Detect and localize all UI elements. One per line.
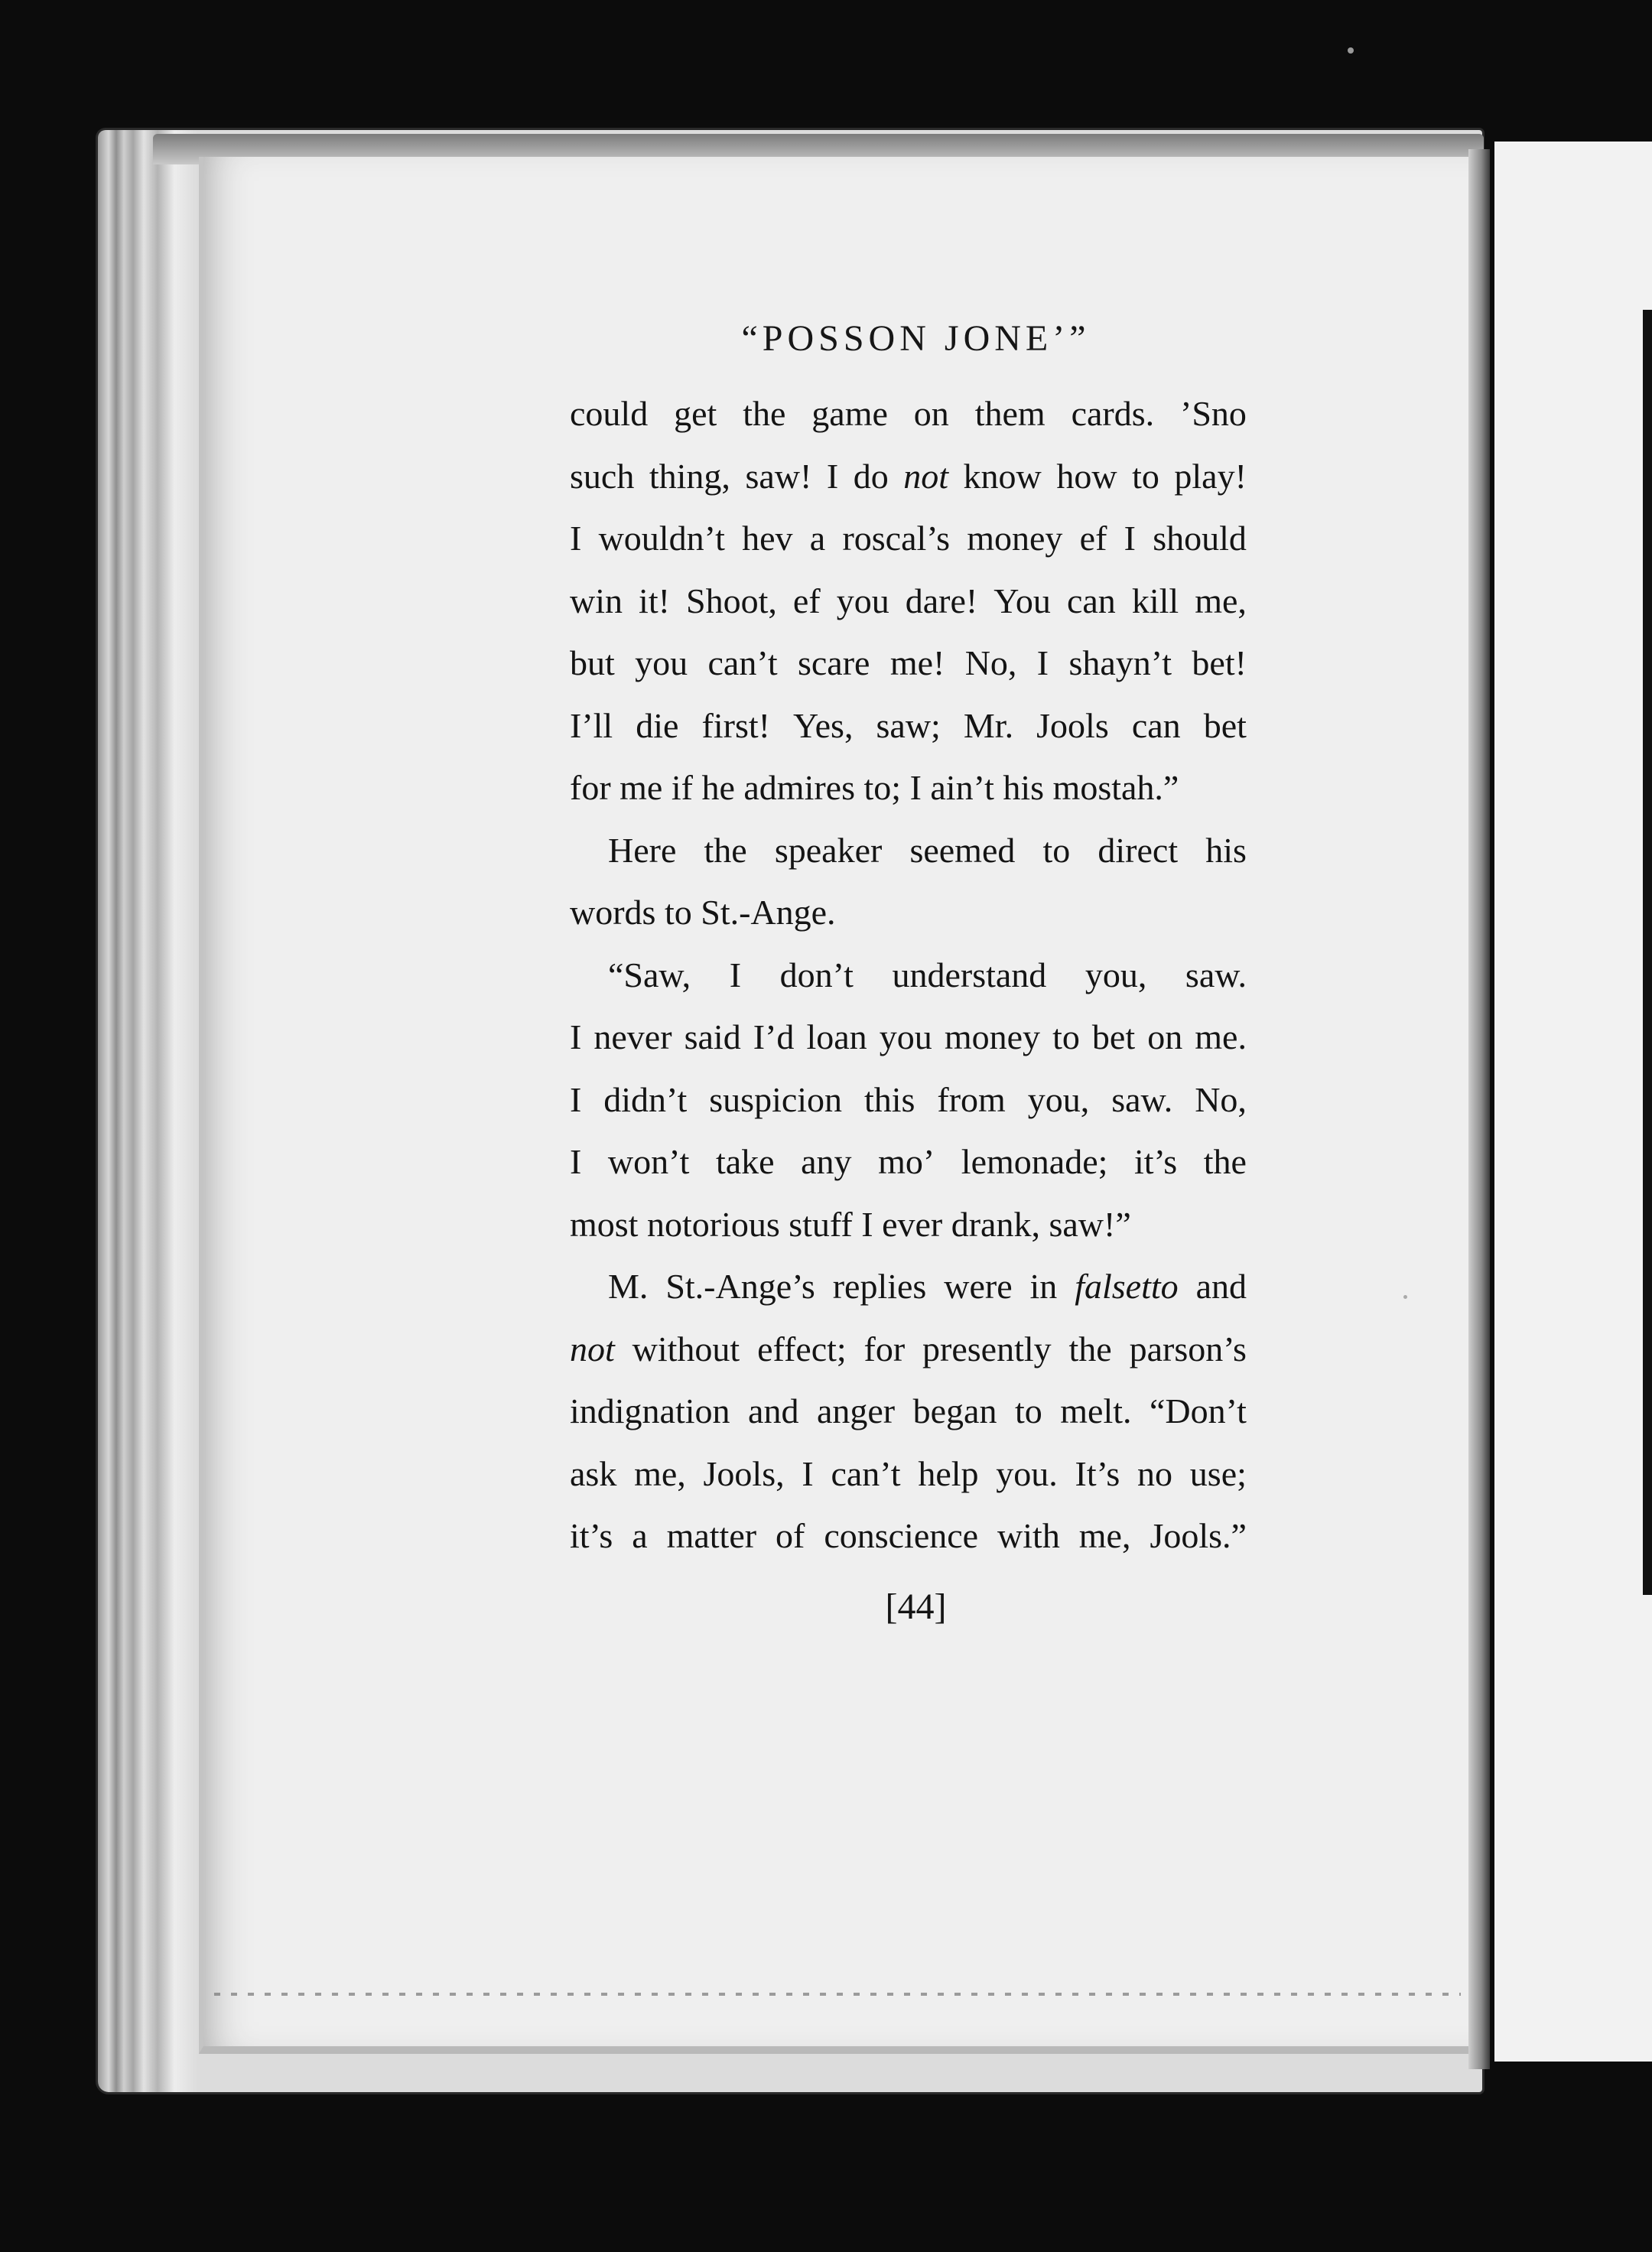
text-line: for me if he admires to; I ain’t his mostah.” [570, 768, 1179, 807]
text-block [570, 317, 1247, 1628]
text-line: but you can’t scare me! No, I shayn’t bet! [570, 643, 1247, 682]
text-line: I’ll die first! Yes, saw; Mr. Jools can bet [570, 705, 1247, 745]
text-line: words to St.-Ange. [570, 893, 836, 932]
text-line: I didn’t suspicion this from you, saw. No, [570, 1079, 1247, 1119]
text-line: I wouldn’t hev a roscal’s money ef I should [570, 519, 1247, 558]
page-bottom-edge [214, 1993, 1461, 1996]
text-line: most notorious stuff I ever drank, saw!” [570, 1204, 1131, 1244]
facing-page [1494, 142, 1652, 2062]
text-line: not without effect; for presently the parson’s [570, 1329, 1247, 1368]
text-line: I never said I’d loan you money to bet on me. [570, 1017, 1247, 1056]
page-gutter [1468, 149, 1490, 2069]
facing-page-plate [1643, 310, 1652, 1595]
text-line: ask me, Jools, I can’t help you. It’s no use; [570, 1453, 1247, 1493]
dust-speck [1403, 1295, 1407, 1299]
text-line: “Saw, I don’t understand you, saw. [608, 955, 1247, 994]
text-line: it’s a matter of conscience with me, Jools.” [570, 1516, 1247, 1555]
text-line: win it! Shoot, ef you dare! You can kill me, [570, 581, 1247, 620]
text-line: such thing, saw! I do not know how to play! [570, 456, 1247, 496]
text-line: M. St.-Ange’s replies were in falsetto and [608, 1267, 1247, 1306]
dust-speck [1348, 47, 1354, 54]
text-line: indignation and anger began to melt. “Don’t [570, 1391, 1247, 1430]
running-head: “POSSON JONE’” [741, 318, 1091, 359]
text-line: could get the game on them cards. ’Sno [570, 394, 1247, 433]
text-line: I won’t take any mo’ lemonade; it’s the [570, 1142, 1247, 1181]
text-line: Here the speaker seemed to direct his [608, 830, 1247, 870]
body-text [570, 382, 1247, 1567]
page-number: [44] [885, 1586, 947, 1627]
